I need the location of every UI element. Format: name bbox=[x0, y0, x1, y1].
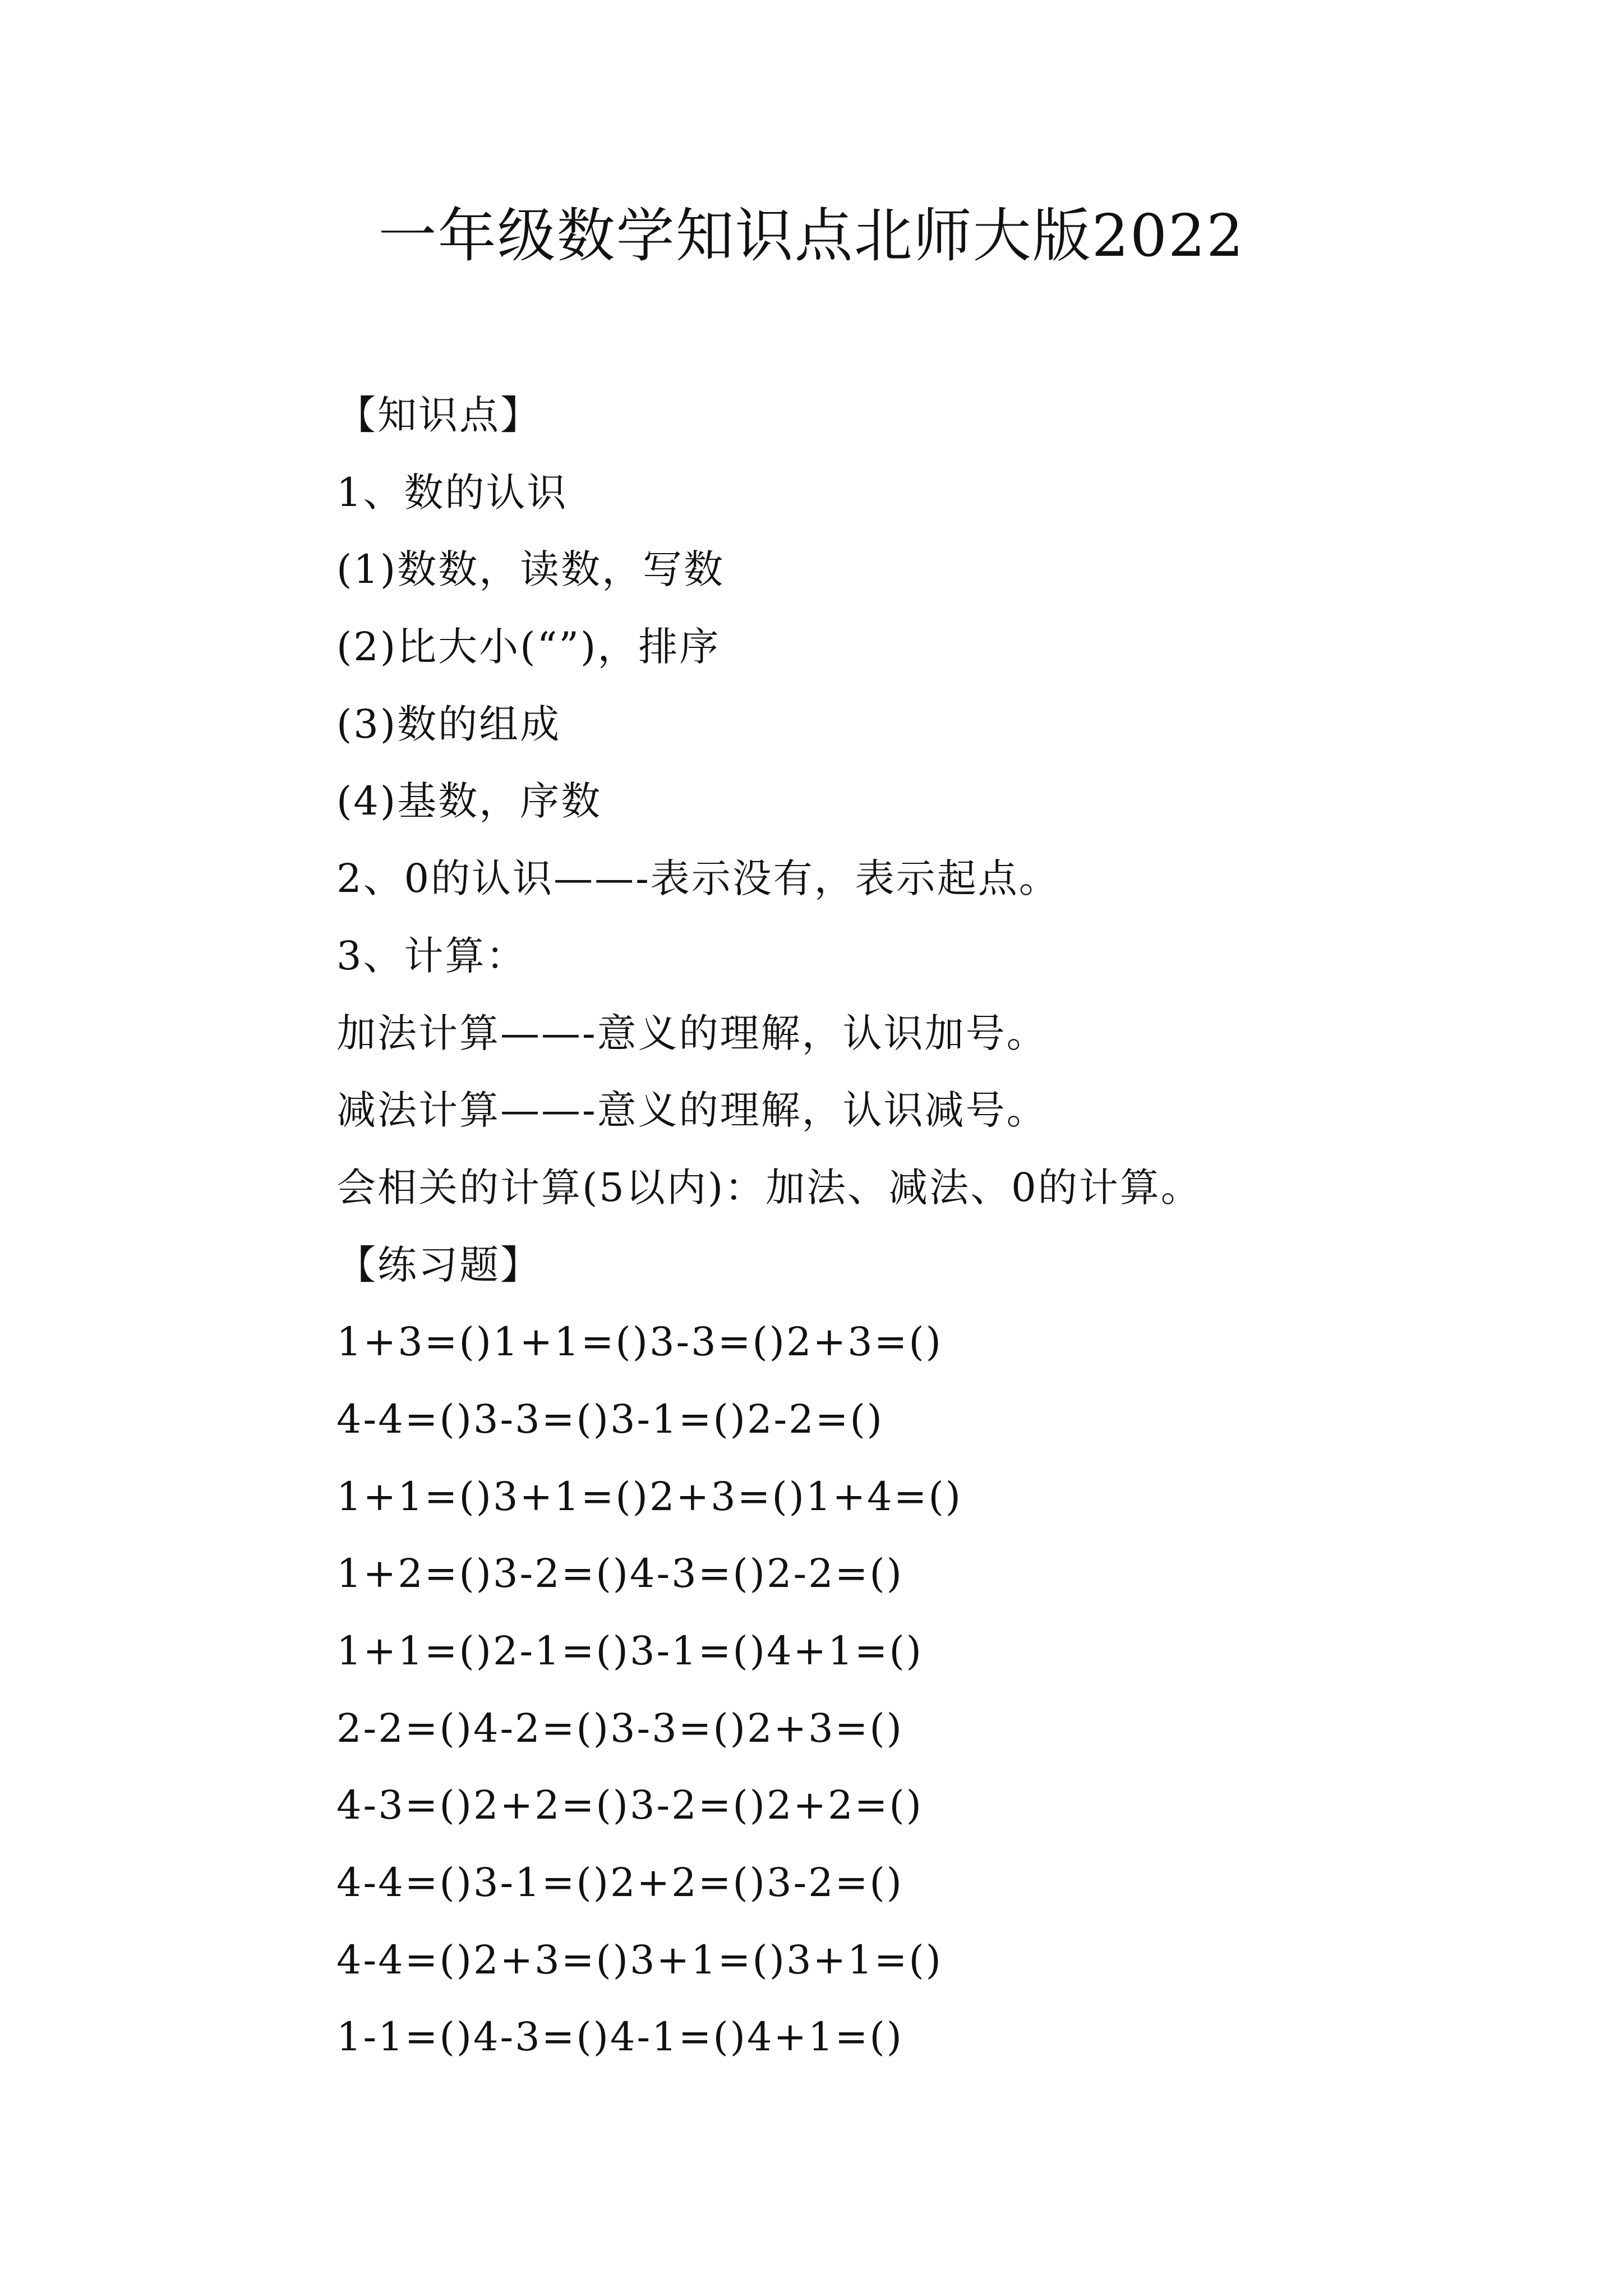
section-heading-knowledge: 【知识点】 bbox=[336, 392, 541, 438]
knowledge-item-3: 3、计算： bbox=[336, 932, 527, 979]
exercise-row: 4-3=()2+2=()3-2=()2+2=() bbox=[336, 1782, 923, 1829]
exercise-row: 1+1=()3+1=()2+3=()1+4=() bbox=[336, 1473, 962, 1520]
exercise-row: 1+1=()2-1=()3-1=()4+1=() bbox=[336, 1628, 923, 1674]
knowledge-addition: 加法计算——-意义的理解，认识加号。 bbox=[336, 1010, 1048, 1056]
section-heading-exercises: 【练习题】 bbox=[336, 1241, 541, 1288]
exercise-row: 1-1=()4-3=()4-1=()4+1=() bbox=[336, 2014, 903, 2060]
exercise-row: 4-4=()3-3=()3-1=()2-2=() bbox=[336, 1396, 884, 1442]
exercise-row: 4-4=()2+3=()3+1=()3+1=() bbox=[336, 1936, 943, 1983]
document-title: 一年级数学知识点北师大版2022 bbox=[378, 201, 1245, 270]
knowledge-subtraction: 减法计算——-意义的理解，认识减号。 bbox=[336, 1087, 1048, 1134]
knowledge-subitem-4: (4)基数，序数 bbox=[336, 778, 602, 825]
exercise-row: 4-4=()3-1=()2+2=()3-2=() bbox=[336, 1860, 903, 1906]
knowledge-subitem-1: (1)数数，读数，写数 bbox=[336, 546, 725, 593]
knowledge-item-2: 2、0的认识——-表示没有，表示起点。 bbox=[336, 855, 1060, 902]
exercise-row: 1+3=()1+1=()3-3=()2+3=() bbox=[336, 1319, 943, 1365]
exercise-row: 2-2=()4-2=()3-3=()2+3=() bbox=[336, 1705, 903, 1751]
document-body bbox=[336, 377, 1202, 2076]
knowledge-subitem-2: (2)比大小(“”)，排序 bbox=[336, 624, 721, 670]
exercise-row: 1+2=()3-2=()4-3=()2-2=() bbox=[336, 1550, 903, 1597]
knowledge-subitem-3: (3)数的组成 bbox=[336, 701, 561, 747]
knowledge-item-1: 1、数的认识 bbox=[336, 469, 568, 516]
knowledge-calculation: 会相关的计算(5以内)：加法、减法、0的计算。 bbox=[336, 1164, 1202, 1211]
